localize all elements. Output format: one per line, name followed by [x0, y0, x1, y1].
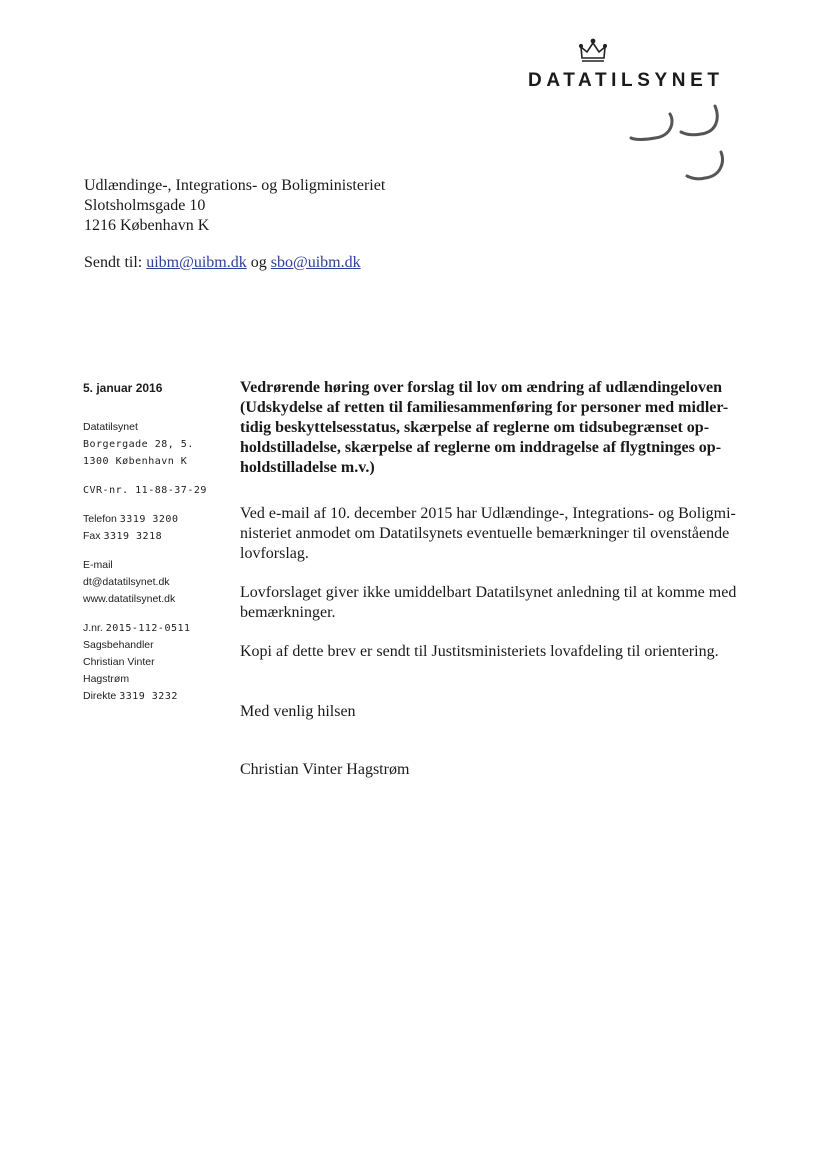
fax-number: 3319 3218 [103, 531, 163, 542]
paragraph-line: lovforslag. [240, 545, 309, 562]
telefon-label: Telefon [83, 513, 117, 525]
direkte-label: Direkte [83, 690, 117, 702]
sagsbehandler-label: Sagsbehandler [83, 639, 154, 651]
sent-to-joiner: og [250, 254, 267, 271]
sender-street: Borgergade 28, 5. [83, 439, 194, 450]
letter-date: 5. januar 2016 [83, 381, 163, 395]
paragraph-3: Kopi af dette brev er sendt til Justitsministeriets lovafdeling til orientering. [240, 643, 719, 660]
contact-block [83, 557, 233, 608]
paragraph-line: nisteriet anmodet om Datatilsynets eventuelle bemærkninger til ovenstående [240, 525, 730, 542]
subject-line: (Udskydelse af retten til familiesammenføring for personer med midler- [240, 399, 729, 416]
cvr-number: CVR-nr. 11-88-37-29 [83, 485, 207, 496]
paragraph-line: Ved e-mail af 10. december 2015 har Udlændinge-, Integrations- og Boligmi- [240, 505, 736, 522]
subject-line: holdstilladelse, skærpelse af reglerne om inddragelse af flygtninges op- [240, 439, 722, 456]
cvr-block [83, 482, 233, 499]
sagsbehandler-name-1: Christian Vinter [83, 656, 155, 668]
sender-sidebar [83, 380, 233, 717]
jnr-number: 2015-112-0511 [105, 623, 191, 634]
paragraph-1 [240, 504, 760, 564]
subject-line: holdstilladelse m.v.) [240, 459, 375, 476]
sagsbehandler-name-2: Hagstrøm [83, 673, 130, 685]
recipient-line: Udlændinge-, Integrations- og Boligministeriet [84, 177, 386, 194]
phone-block [83, 511, 233, 545]
letter-subject [240, 378, 760, 478]
subject-line: tidig beskyttelsesstatus, skærpelse af reglerne om tidsubegrænset op- [240, 419, 710, 436]
recipient-address [84, 176, 385, 236]
sender-city: 1300 København K [83, 456, 188, 467]
sender-email[interactable]: dt@datatilsynet.dk [83, 576, 170, 588]
jnr-label: J.nr. [83, 622, 103, 634]
case-block [83, 620, 233, 705]
subject-line: Vedrørende høring over forslag til lov om ændring af udlændingeloven [240, 379, 722, 396]
logo-wordmark: DATATILSYNET [528, 70, 724, 91]
sender-org-name: Datatilsynet [83, 421, 138, 433]
letter-body [240, 378, 760, 780]
direkte-number: 3319 3232 [119, 691, 178, 702]
signer-name: Christian Vinter Hagstrøm [240, 761, 410, 778]
sender-address [83, 419, 233, 470]
closing-salutation: Med venlig hilsen [240, 703, 356, 720]
sent-to-line [84, 254, 361, 272]
paragraph-line: bemærkninger. [240, 604, 336, 621]
telefon-number: 3319 3200 [119, 514, 179, 525]
email-label: E-mail [83, 559, 113, 571]
email-link-sbo[interactable]: sbo@uibm.dk [270, 254, 361, 271]
paragraph-line: Lovforslaget giver ikke umiddelbart Datatilsynet anledning til at komme med [240, 584, 737, 601]
email-link-uibm[interactable]: uibm@uibm.dk [146, 254, 247, 271]
crown-icon [578, 38, 608, 66]
paragraph-2 [240, 583, 760, 623]
handwritten-marks [625, 100, 735, 190]
recipient-line: 1216 København K [84, 217, 210, 234]
recipient-line: Slotsholmsgade 10 [84, 197, 206, 214]
sender-website[interactable]: www.datatilsynet.dk [83, 593, 176, 605]
fax-label: Fax [83, 530, 101, 542]
sent-to-label: Sendt til: [84, 254, 143, 271]
